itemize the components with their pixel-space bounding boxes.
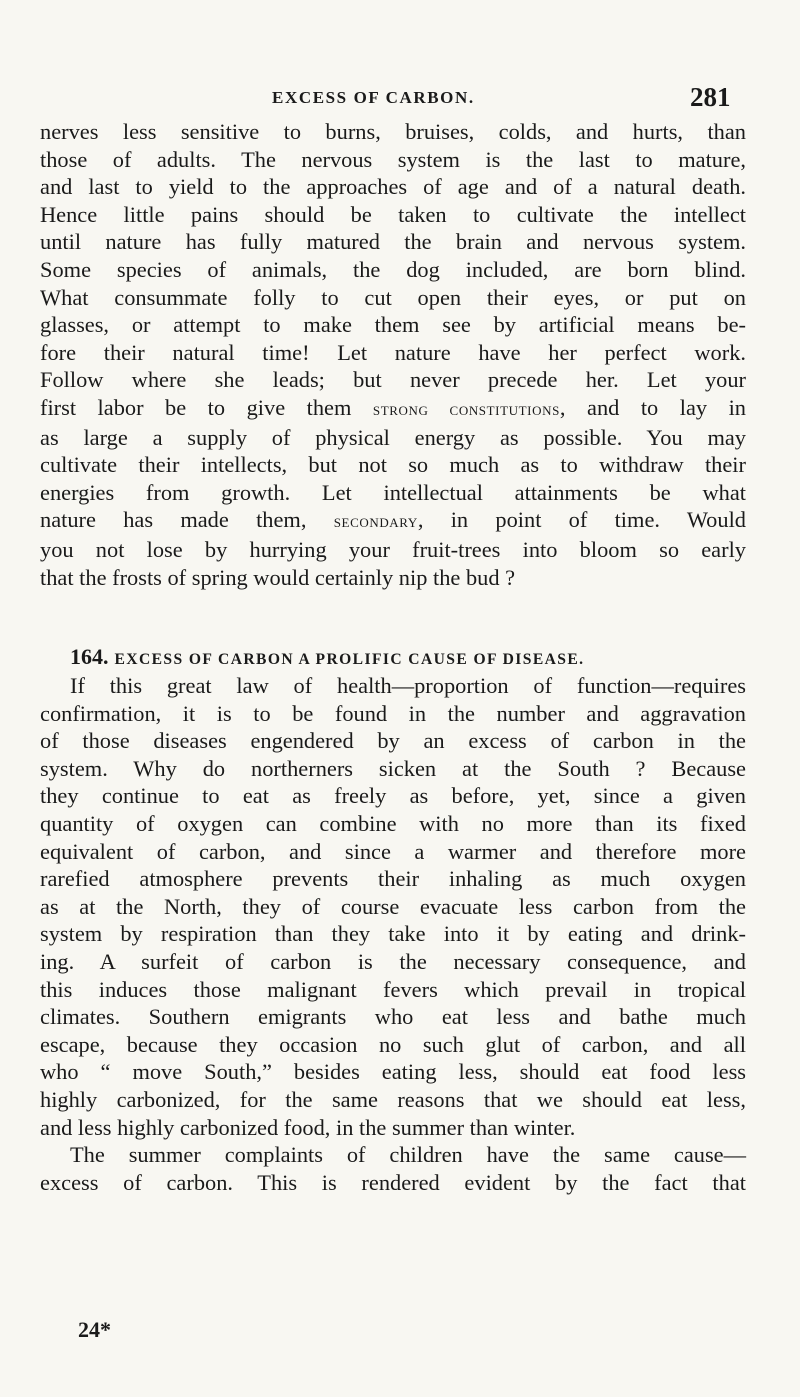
text-line: equivalent of carbon, and since a warmer and therefore more [40, 838, 746, 864]
text-line: and less highly carbonized food, in the summer than winter. [40, 1114, 576, 1140]
text-run: first labor be to give them [40, 394, 373, 420]
text-line: system. Why do northerners sicken at the South ? Because [40, 755, 746, 781]
text-line: If this great law of health—proportion of function—requires [70, 673, 746, 698]
text-run: , in point of time. Would [417, 507, 746, 533]
section-number: 164. [70, 644, 109, 669]
text-line: glasses, or attempt to make them see by artificial means be- [40, 312, 746, 338]
text-line: this induces those malignant fevers which prevail in tropical [40, 976, 746, 1002]
text-line: system by respiration than they take into it by eating and drink- [40, 921, 746, 947]
text-line: that the frosts of spring would certainly nip the bud ? [40, 564, 516, 590]
text-line: escape, because they occasion no such glut of carbon, and all [40, 1031, 746, 1057]
small-caps-emphasis: strong constitutions [372, 398, 560, 419]
text-line: of those diseases engendered by an excess of carbon in the [40, 728, 746, 754]
text-line: nerves less sensitive to burns, bruises, colds, and hurts, than [40, 119, 746, 144]
signature-mark: 24* [78, 1317, 111, 1342]
text-line: cultivate their intellects, but not so much as to withdraw their [40, 452, 746, 478]
running-title: EXCESS OF CARBON. [272, 88, 475, 107]
text-line: those of adults. The nervous system is the last to mature, [40, 146, 746, 172]
text-line [40, 394, 746, 424]
text-line: excess of carbon. This is rendered evident by the fact that [40, 1169, 746, 1195]
section-title: EXCESS OF CARBON A PROLIFIC CAUSE OF DISEASE. [114, 651, 585, 668]
text-line: and last to yield to the approaches of age and of a natural death. [40, 174, 746, 200]
text-line: as at the North, they of course evacuate less carbon from the [40, 893, 746, 919]
text-line: who “ move South,” besides eating less, should eat food less [40, 1059, 746, 1085]
paragraph-2 [40, 672, 746, 1196]
text-run: , and to lay in [559, 394, 746, 420]
page-number: 281 [690, 82, 731, 112]
small-caps-emphasis: secondary [333, 511, 418, 532]
text-line: highly carbonized, for the same reasons that we should eat less, [40, 1086, 746, 1112]
text-line: energies from growth. Let intellectual attainments be what [40, 479, 746, 505]
text-line: What consummate folly to cut open their eyes, or put on [40, 284, 746, 310]
text-line: ing. A surfeit of carbon is the necessary consequence, and [40, 948, 746, 974]
section-heading [70, 644, 584, 670]
text-line: they continue to eat as freely as before, yet, since a given [40, 783, 746, 809]
text-line: you not lose by hurrying your fruit-trees into bloom so early [40, 536, 746, 562]
text-line: until nature has fully matured the brain and nervous system. [40, 229, 746, 255]
text-line: climates. Southern emigrants who eat less and bathe much [40, 1004, 746, 1030]
text-line: The summer complaints of children have the same cause— [70, 1142, 746, 1168]
text-line: fore their natural time! Let nature have her perfect work. [40, 339, 746, 365]
text-line: Hence little pains should be taken to cultivate the intellect [40, 201, 746, 227]
text-line: quantity of oxygen can combine with no more than its fixed [40, 810, 746, 836]
text-line: confirmation, it is to be found in the number and aggravation [40, 700, 746, 726]
text-line [40, 506, 746, 536]
text-line: Some species of animals, the dog included, are born blind. [40, 256, 746, 282]
text-line: as large a supply of physical energy as possible. You may [40, 424, 746, 450]
text-line: Follow where she leads; but never precede her. Let your [40, 367, 746, 393]
paragraph-1 [40, 118, 746, 591]
text-line: rarefied atmosphere prevents their inhaling as much oxygen [40, 866, 746, 892]
text-run: nature has made them, [40, 507, 334, 533]
running-head [0, 82, 800, 118]
